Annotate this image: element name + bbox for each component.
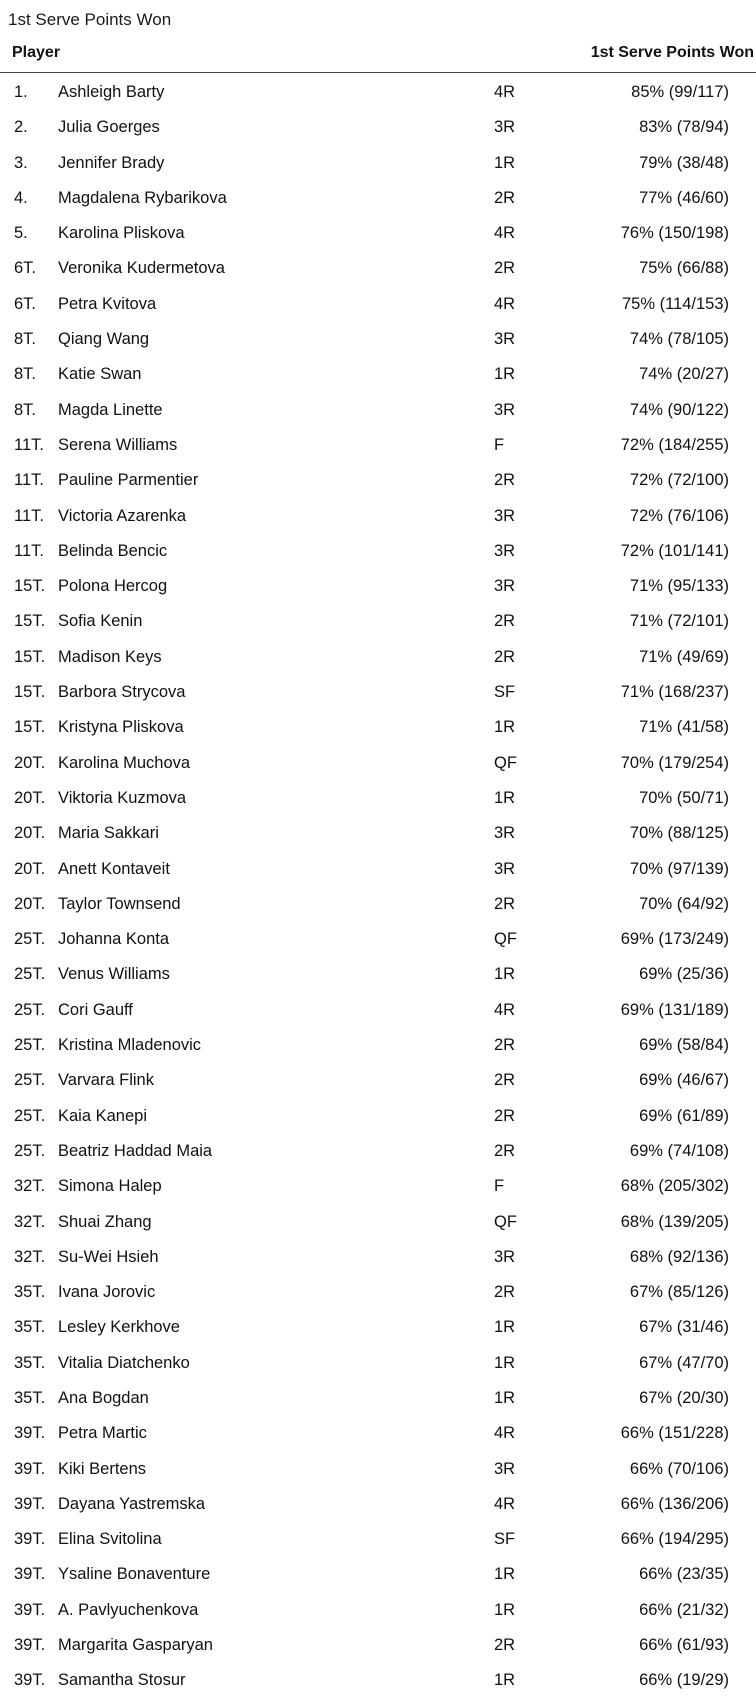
table-row [0,781,756,816]
table-row [0,852,756,887]
player-name-cell: Madison Keys [58,647,162,666]
table-row [0,816,756,851]
rank-cell: 5. [14,224,28,243]
rank-cell: 39T. [14,1636,46,1655]
round-cell: 1R [494,1353,516,1372]
table-row [0,1628,756,1663]
table-row [0,1275,756,1310]
player-name-cell: Serena Williams [58,435,178,454]
round-cell: 4R [494,1494,516,1513]
table-row [0,1028,756,1063]
round-cell: 2R [494,1141,516,1160]
table-row [0,922,756,957]
table-row [0,993,756,1028]
player-name-cell: Shuai Zhang [58,1212,152,1231]
player-name-cell: Kristina Mladenovic [58,1036,202,1055]
round-cell: 4R [494,1424,516,1443]
round-cell: 4R [494,83,516,101]
round-cell: QF [494,930,517,949]
rank-cell: 25T. [14,930,46,949]
stat-cell: 77% (46/60) [639,188,729,207]
rank-cell: 15T. [14,577,46,596]
stat-cell: 72% (76/106) [629,506,729,525]
rank-cell: 20T. [14,788,46,807]
round-cell: 3R [494,541,516,560]
round-cell: 2R [494,259,516,278]
rank-cell: 39T. [14,1530,46,1549]
table-row [0,146,756,181]
round-cell: 1R [494,788,516,807]
table-row [0,1557,756,1592]
round-cell: 3R [494,1247,516,1266]
round-cell: 1R [494,965,516,984]
round-cell: 2R [494,471,516,490]
stat-cell: 68% (139/205) [620,1212,729,1231]
round-cell: F [494,435,505,454]
player-name-cell: Pauline Parmentier [58,471,199,490]
table-row [0,181,756,216]
player-name-cell: Cori Gauff [58,1000,133,1019]
player-name-cell: Barbora Strycova [58,683,186,702]
rank-cell: 8T. [14,365,37,384]
table-row [0,1169,756,1204]
player-name-cell: Su-Wei Hsieh [58,1247,159,1266]
player-name-cell: Johanna Konta [58,930,170,949]
table-row [0,1593,756,1628]
round-cell: QF [494,753,517,772]
round-cell: 3R [494,330,516,349]
stat-cell: 75% (114/153) [621,294,729,313]
stat-cell: 69% (25/36) [639,965,729,984]
player-name-cell: Elina Svitolina [58,1530,162,1549]
round-cell: SF [494,683,516,702]
player-name-cell: Simona Halep [58,1177,162,1196]
stat-cell: 66% (23/35) [639,1565,729,1584]
player-name-cell: Beatriz Haddad Maia [58,1141,213,1160]
player-name-cell: Katie Swan [58,365,142,384]
table-row [0,75,756,110]
player-name-cell: Sofia Kenin [58,612,143,631]
rank-cell: 35T. [14,1388,46,1407]
player-name-cell: Karolina Muchova [58,753,191,772]
stat-cell: 74% (90/122) [629,400,729,419]
player-name-cell: Maria Sakkari [58,824,159,843]
stat-cell: 75% (66/88) [639,259,729,278]
round-cell: 2R [494,1283,516,1302]
stat-cell: 72% (101/141) [620,541,729,560]
rank-cell: 35T. [14,1283,46,1302]
stat-cell: 70% (64/92) [639,894,729,913]
stat-cell: 71% (95/133) [629,577,729,596]
page-title: 1st Serve Points Won [8,10,172,29]
stat-cell: 71% (41/58) [639,718,729,737]
player-name-cell: Vitalia Diatchenko [58,1353,190,1372]
player-name-cell: Ivana Jorovic [58,1283,156,1302]
player-name-cell: Magdalena Rybarikova [58,188,227,207]
rank-cell: 15T. [14,683,46,702]
player-name-cell: Ashleigh Barty [58,83,165,101]
rank-cell: 11T. [14,471,44,490]
stat-cell: 66% (194/295) [620,1530,729,1549]
round-cell: 2R [494,894,516,913]
rank-cell: 20T. [14,753,46,772]
player-name-cell: Dayana Yastremska [58,1494,206,1513]
table-row [0,710,756,745]
table-row [0,1346,756,1381]
rank-cell: 2. [14,118,28,137]
stat-cell: 70% (97/139) [629,859,729,878]
round-cell: 1R [494,153,516,172]
stat-cell: 69% (61/89) [639,1106,729,1125]
stat-cell: 68% (205/302) [620,1177,729,1196]
stat-cell: 66% (61/93) [639,1636,729,1655]
round-cell: 1R [494,718,516,737]
round-cell: 3R [494,118,516,137]
player-name-cell: Varvara Flink [58,1071,154,1090]
player-name-cell: Venus Williams [58,965,170,984]
rank-cell: 15T. [14,647,46,666]
player-name-cell: A. Pavlyuchenkova [58,1600,199,1619]
table-row [0,110,756,145]
round-cell: 1R [494,1388,516,1407]
stat-cell: 66% (70/106) [629,1459,729,1478]
rank-cell: 39T. [14,1671,46,1690]
round-cell: 2R [494,1036,516,1055]
table-row [0,1099,756,1134]
player-name-cell: Petra Martic [58,1424,147,1443]
rank-cell: 39T. [14,1494,46,1513]
rank-cell: 11T. [14,541,44,560]
rank-cell: 25T. [14,1106,46,1125]
table-row [0,1063,756,1098]
stat-cell: 67% (85/126) [629,1283,729,1302]
rank-cell: 32T. [14,1177,46,1196]
table-row [0,746,756,781]
stat-cell: 71% (49/69) [639,647,729,666]
stat-cell: 68% (92/136) [629,1247,729,1266]
stat-cell: 66% (21/32) [639,1600,729,1619]
round-cell: 1R [494,1565,516,1584]
column-header-stat: 1st Serve Points Won [590,44,754,61]
stat-cell: 66% (19/29) [639,1671,729,1690]
rank-cell: 25T. [14,1000,46,1019]
table-row [0,393,756,428]
table-row [0,534,756,569]
table-row [0,357,756,392]
table-row [0,1452,756,1487]
rank-cell: 15T. [14,612,46,631]
rank-cell: 35T. [14,1353,46,1372]
rank-cell: 3. [14,153,28,172]
stat-cell: 70% (88/125) [629,824,729,843]
rank-cell: 35T. [14,1318,46,1337]
round-cell: 2R [494,188,516,207]
player-name-cell: Polona Hercog [58,577,168,596]
stat-cell: 72% (184/255) [620,435,729,454]
table-row [0,1416,756,1451]
player-name-cell: Kaia Kanepi [58,1106,147,1125]
stat-cell: 67% (47/70) [639,1353,729,1372]
table-row [0,569,756,604]
table-row [0,604,756,639]
rank-cell: 8T. [14,400,37,419]
rank-cell: 6T. [14,259,37,278]
rank-cell: 1. [14,83,28,101]
player-name-cell: Viktoria Kuzmova [58,788,187,807]
table-row [0,463,756,498]
stat-cell: 69% (58/84) [639,1036,729,1055]
round-cell: 3R [494,1459,516,1478]
stat-cell: 74% (78/105) [629,330,729,349]
column-header-player: Player [12,44,61,61]
rank-cell: 11T. [14,435,44,454]
stat-cell: 71% (72/101) [629,612,729,631]
table-row [0,322,756,357]
stat-cell: 66% (151/228) [620,1424,729,1443]
table-row [0,216,756,251]
stat-cell: 67% (31/46) [639,1318,729,1337]
table-row [0,887,756,922]
round-cell: 4R [494,1000,516,1019]
round-cell: QF [494,1212,517,1231]
stat-cell: 74% (20/27) [639,365,729,384]
stat-cell: 72% (72/100) [629,471,729,490]
table-row [0,1381,756,1416]
rank-cell: 39T. [14,1565,46,1584]
stat-cell: 70% (50/71) [639,788,729,807]
player-name-cell: Samantha Stosur [58,1671,186,1690]
round-cell: 4R [494,224,516,243]
stat-cell: 71% (168/237) [620,683,729,702]
player-name-cell: Petra Kvitova [58,294,157,313]
rank-cell: 32T. [14,1212,46,1231]
stat-cell: 70% (179/254) [620,753,729,772]
rank-cell: 15T. [14,718,46,737]
round-cell: 1R [494,365,516,384]
player-name-cell: Margarita Gasparyan [58,1636,213,1655]
player-name-cell: Anett Kontaveit [58,859,170,878]
table-row [0,428,756,463]
stat-cell: 69% (131/189) [620,1000,729,1019]
ranking-table [0,75,756,1699]
table-row [0,287,756,322]
stat-cell: 85% (99/117) [631,83,729,101]
table-row [0,1487,756,1522]
player-name-cell: Belinda Bencic [58,541,168,560]
rank-cell: 25T. [14,1141,46,1160]
round-cell: 2R [494,612,516,631]
rank-cell: 20T. [14,894,46,913]
table-row [0,1240,756,1275]
stat-cell: 76% (150/198) [620,224,729,243]
player-name-cell: Kiki Bertens [58,1459,147,1478]
player-name-cell: Veronika Kudermetova [58,259,225,278]
table-row [0,957,756,992]
rank-cell: 4. [14,188,28,207]
player-name-cell: Julia Goerges [58,118,160,137]
rank-cell: 20T. [14,824,46,843]
player-name-cell: Taylor Townsend [58,894,181,913]
round-cell: F [494,1177,505,1196]
rank-cell: 25T. [14,965,46,984]
table-row [0,1134,756,1169]
round-cell: 2R [494,1106,516,1125]
player-name-cell: Lesley Kerkhove [58,1318,180,1337]
table-row [0,1310,756,1345]
player-name-cell: Ana Bogdan [58,1388,149,1407]
round-cell: 4R [494,294,516,313]
table-row [0,251,756,286]
stat-cell: 66% (136/206) [620,1494,729,1513]
rank-cell: 8T. [14,330,37,349]
table-header [0,42,756,73]
round-cell: 3R [494,824,516,843]
table-row [0,675,756,710]
stat-cell: 69% (173/249) [620,930,729,949]
stat-cell: 69% (46/67) [639,1071,729,1090]
rank-cell: 11T. [14,506,44,525]
round-cell: 2R [494,1636,516,1655]
round-cell: 1R [494,1600,516,1619]
stat-cell: 69% (74/108) [629,1141,729,1160]
rank-cell: 39T. [14,1600,46,1619]
player-name-cell: Ysaline Bonaventure [58,1565,211,1584]
round-cell: 2R [494,647,516,666]
player-name-cell: Karolina Pliskova [58,224,185,243]
table-row [0,1663,756,1698]
player-name-cell: Qiang Wang [58,330,150,349]
round-cell: 3R [494,577,516,596]
stat-cell: 79% (38/48) [639,153,729,172]
table-row [0,640,756,675]
player-name-cell: Kristyna Pliskova [58,718,184,737]
stat-cell: 67% (20/30) [639,1388,729,1407]
rank-cell: 20T. [14,859,46,878]
round-cell: 3R [494,506,516,525]
stat-cell: 83% (78/94) [639,118,729,137]
rank-cell: 25T. [14,1036,46,1055]
rank-cell: 6T. [14,294,37,313]
rank-cell: 32T. [14,1247,46,1266]
rank-cell: 25T. [14,1071,46,1090]
round-cell: SF [494,1530,516,1549]
round-cell: 2R [494,1071,516,1090]
table-row [0,499,756,534]
rank-cell: 39T. [14,1424,46,1443]
player-name-cell: Magda Linette [58,400,163,419]
rank-cell: 39T. [14,1459,46,1478]
round-cell: 1R [494,1318,516,1337]
round-cell: 3R [494,859,516,878]
table-row [0,1522,756,1557]
table-row [0,1205,756,1240]
player-name-cell: Victoria Azarenka [58,506,187,525]
round-cell: 1R [494,1671,516,1690]
round-cell: 3R [494,400,516,419]
player-name-cell: Jennifer Brady [58,153,165,172]
